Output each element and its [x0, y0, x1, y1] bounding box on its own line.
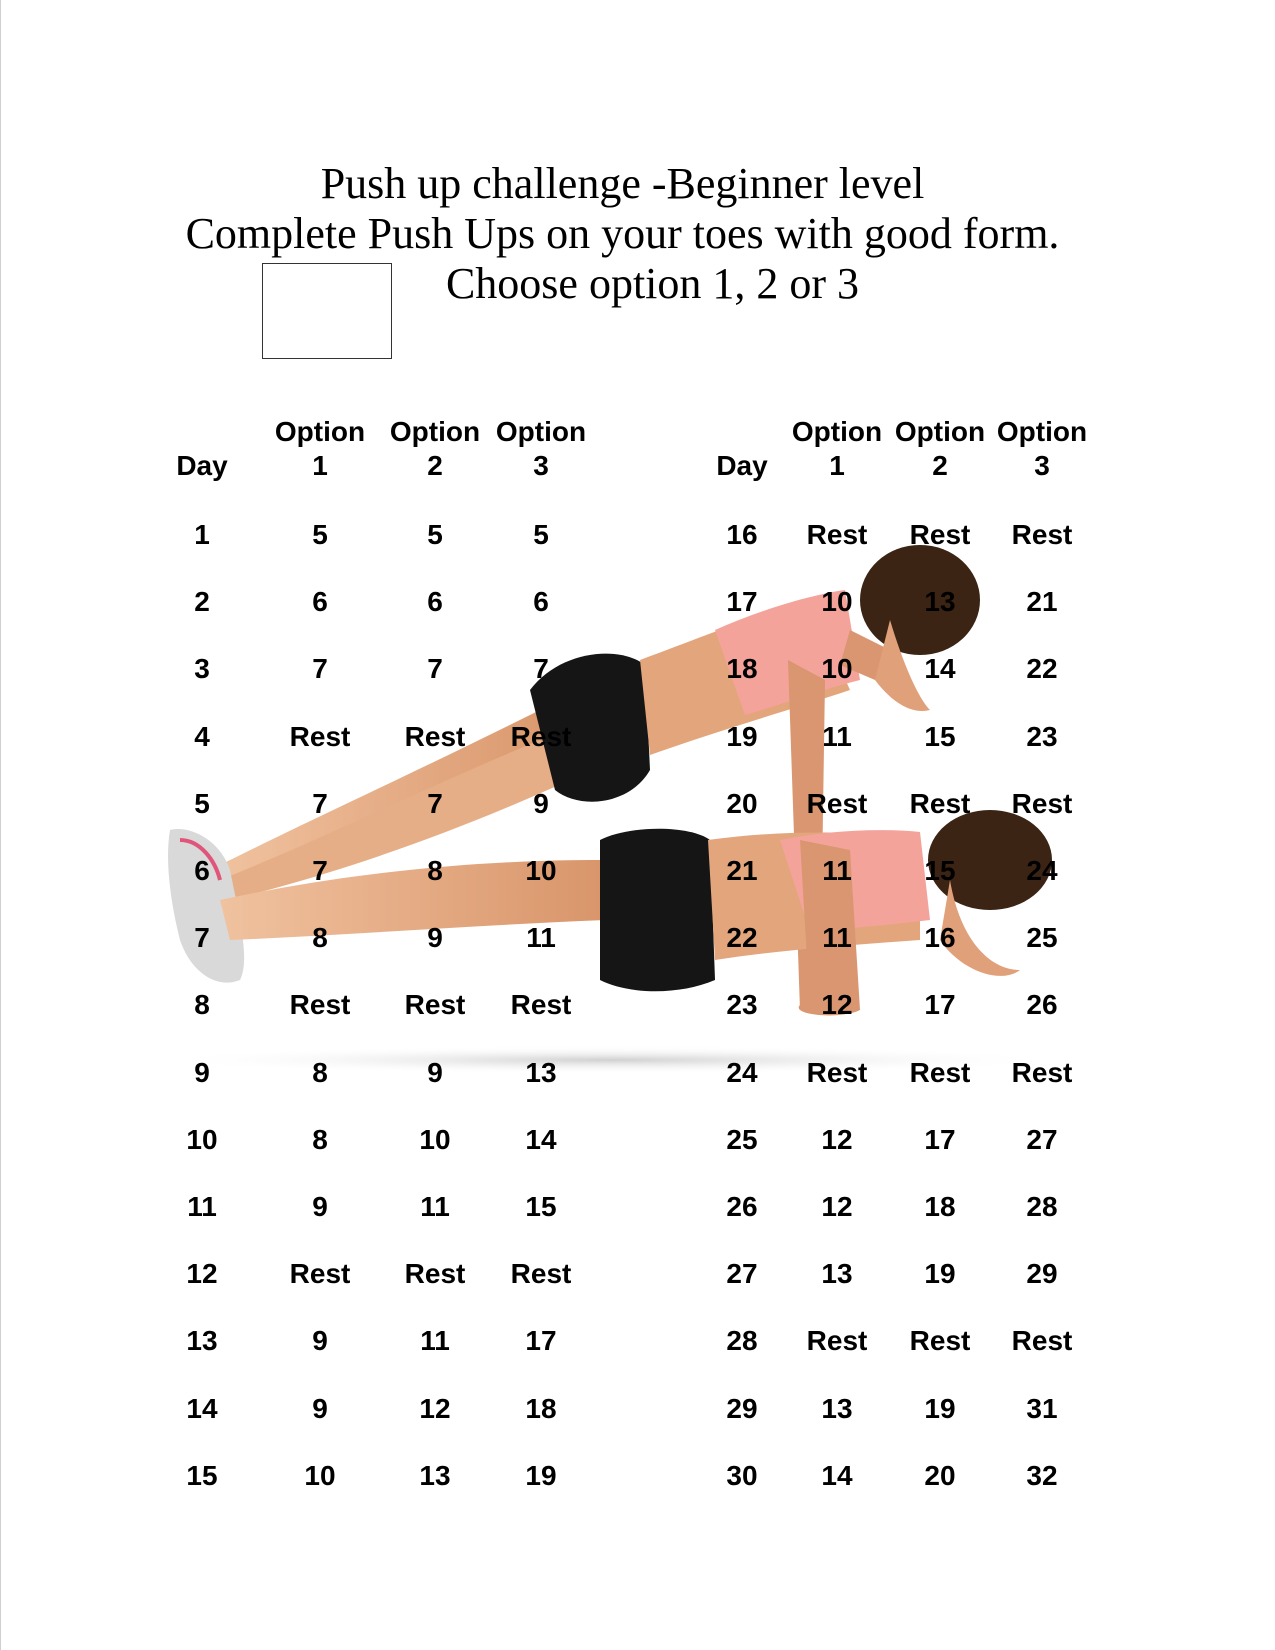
left-row-14-option-3: 18 — [525, 1392, 557, 1424]
left-row-5-option-2: 7 — [427, 787, 443, 819]
right-row-7-option-1: 11 — [822, 922, 852, 954]
left-row-1-option-1: 5 — [312, 519, 328, 550]
right-row-2-day: 17 — [726, 586, 758, 618]
right-row-12-option-1: 13 — [821, 1258, 853, 1290]
left-header-option-number-3: 3 — [533, 450, 549, 481]
left-header-option-2: Option — [389, 416, 481, 447]
left-row-13-option-3: 17 — [525, 1325, 557, 1357]
left-row-14-option-2: 12 — [419, 1392, 451, 1424]
left-row-6-option-1: 7 — [312, 855, 328, 886]
right-row-9-option-3: Rest — [1011, 1056, 1073, 1088]
left-row-2-option-2: 6 — [427, 586, 443, 618]
right-row-4-option-1: 11 — [822, 720, 852, 752]
right-row-7-day: 22 — [726, 922, 758, 954]
left-row-3-option-2: 7 — [427, 653, 443, 685]
left-row-10-option-2: 10 — [419, 1123, 451, 1155]
left-row-3-option-3: 7 — [533, 653, 549, 685]
left-row-2-option-1: 6 — [312, 586, 328, 618]
right-row-11-option-1: 12 — [821, 1191, 853, 1222]
right-row-11-day: 26 — [726, 1191, 758, 1222]
right-row-4-option-3: 23 — [1026, 720, 1058, 752]
right-header-option-3: Option — [996, 416, 1088, 447]
left-header-option-number-1: 1 — [312, 450, 328, 481]
right-row-10-option-3: 27 — [1026, 1123, 1058, 1155]
left-row-5-option-1: 7 — [312, 787, 328, 819]
left-row-4-option-1: Rest — [289, 720, 351, 752]
left-row-1-option-3: 5 — [533, 519, 549, 550]
right-row-5-option-3: Rest — [1011, 787, 1073, 819]
left-row-2-day: 2 — [194, 586, 210, 618]
right-row-7-option-3: 25 — [1026, 922, 1058, 954]
left-row-4-option-3: Rest — [510, 720, 572, 752]
left-row-11-option-3: 15 — [525, 1191, 557, 1222]
right-row-9-option-2: Rest — [909, 1056, 971, 1088]
left-row-7-option-3: 11 — [526, 922, 556, 954]
right-row-14-day: 29 — [726, 1392, 758, 1424]
left-header-option-number-2: 2 — [427, 450, 443, 481]
right-row-1-day: 16 — [726, 519, 758, 550]
left-row-10-option-1: 8 — [312, 1123, 328, 1155]
right-row-15-option-2: 20 — [924, 1459, 956, 1491]
left-row-13-option-1: 9 — [312, 1325, 328, 1357]
left-header-option-3: Option — [495, 416, 587, 447]
right-row-15-option-1: 14 — [821, 1459, 853, 1491]
left-row-11-option-2: 11 — [420, 1191, 450, 1222]
right-row-6-option-1: 11 — [822, 855, 852, 886]
left-row-11-day: 11 — [187, 1191, 217, 1222]
left-row-6-option-3: 10 — [525, 855, 557, 886]
right-header-option-number-2: 2 — [932, 450, 948, 481]
left-row-6-day: 6 — [194, 855, 210, 886]
left-row-13-option-2: 11 — [420, 1325, 450, 1357]
right-row-5-day: 20 — [726, 787, 758, 819]
right-row-13-option-2: Rest — [909, 1325, 971, 1357]
right-row-12-option-3: 29 — [1026, 1258, 1058, 1290]
right-row-9-option-1: Rest — [806, 1056, 868, 1088]
left-row-9-option-2: 9 — [427, 1056, 443, 1088]
left-row-15-option-2: 13 — [419, 1459, 451, 1491]
instruction-text: Choose option 1, 2 or 3 — [445, 259, 860, 308]
left-row-1-option-2: 5 — [427, 519, 443, 550]
right-row-13-option-3: Rest — [1011, 1325, 1073, 1357]
page-title: Push up challenge -Beginner level — [320, 159, 925, 208]
left-row-12-option-2: Rest — [404, 1258, 466, 1290]
left-row-7-day: 7 — [194, 922, 210, 954]
right-row-11-option-3: 28 — [1026, 1191, 1058, 1222]
left-header-option-1: Option — [274, 416, 366, 447]
left-row-9-option-3: 13 — [525, 1056, 557, 1088]
right-row-15-day: 30 — [726, 1459, 758, 1491]
right-row-8-option-3: 26 — [1026, 989, 1058, 1021]
right-row-14-option-1: 13 — [821, 1392, 853, 1424]
right-row-2-option-1: 10 — [821, 586, 853, 618]
left-row-8-option-1: Rest — [289, 989, 351, 1021]
left-row-8-option-2: Rest — [404, 989, 466, 1021]
right-header-option-number-3: 3 — [1034, 450, 1050, 481]
right-row-12-day: 27 — [726, 1258, 758, 1290]
left-row-6-option-2: 8 — [427, 855, 443, 886]
right-row-8-day: 23 — [726, 989, 758, 1021]
left-row-12-option-3: Rest — [510, 1258, 572, 1290]
right-row-4-option-2: 15 — [924, 720, 956, 752]
right-row-11-option-2: 18 — [924, 1191, 956, 1222]
left-row-5-day: 5 — [194, 787, 210, 819]
right-row-1-option-3: Rest — [1011, 519, 1073, 550]
right-row-1-option-2: Rest — [909, 519, 971, 550]
right-row-10-option-1: 12 — [821, 1123, 853, 1155]
right-row-7-option-2: 16 — [924, 922, 956, 954]
left-row-13-day: 13 — [186, 1325, 218, 1357]
left-row-15-option-1: 10 — [304, 1459, 336, 1491]
left-row-4-day: 4 — [194, 720, 210, 752]
right-row-5-option-2: Rest — [909, 787, 971, 819]
left-row-11-option-1: 9 — [312, 1191, 328, 1222]
left-row-8-day: 8 — [194, 989, 210, 1021]
right-row-3-option-3: 22 — [1026, 653, 1058, 685]
left-row-2-option-3: 6 — [533, 586, 549, 618]
right-row-13-option-1: Rest — [806, 1325, 868, 1357]
right-row-10-day: 25 — [726, 1123, 758, 1155]
right-row-10-option-2: 17 — [924, 1123, 956, 1155]
left-row-14-option-1: 9 — [312, 1392, 328, 1424]
left-row-15-day: 15 — [186, 1459, 218, 1491]
right-header-option-1: Option — [791, 416, 883, 447]
right-row-6-day: 21 — [726, 855, 758, 886]
right-row-14-option-2: 19 — [924, 1392, 956, 1424]
right-row-4-day: 19 — [726, 720, 758, 752]
right-row-8-option-2: 17 — [924, 989, 956, 1021]
right-row-14-option-3: 31 — [1026, 1392, 1058, 1424]
left-row-1-day: 1 — [194, 519, 210, 550]
left-row-10-option-3: 14 — [525, 1123, 557, 1155]
left-row-12-option-1: Rest — [289, 1258, 351, 1290]
right-header-option-2: Option — [894, 416, 986, 447]
left-row-7-option-2: 9 — [427, 922, 443, 954]
left-row-3-option-1: 7 — [312, 653, 328, 685]
right-row-2-option-2: 13 — [924, 586, 956, 618]
right-header-option-number-1: 1 — [829, 450, 845, 481]
left-row-5-option-3: 9 — [533, 787, 549, 819]
right-row-3-option-2: 14 — [924, 653, 956, 685]
right-header-day: Day — [716, 450, 768, 481]
left-row-14-day: 14 — [186, 1392, 218, 1424]
right-row-3-option-1: 10 — [821, 653, 853, 685]
left-row-15-option-3: 19 — [525, 1459, 557, 1491]
page-subtitle: Complete Push Ups on your toes with good form. — [185, 209, 1060, 258]
left-header-day: Day — [176, 450, 228, 481]
right-row-2-option-3: 21 — [1026, 586, 1058, 618]
left-row-3-day: 3 — [194, 653, 210, 685]
right-row-5-option-1: Rest — [806, 787, 868, 819]
left-row-9-day: 9 — [194, 1056, 210, 1088]
left-row-9-option-1: 8 — [312, 1056, 328, 1088]
right-row-1-option-1: Rest — [806, 519, 868, 550]
right-row-6-option-3: 24 — [1026, 855, 1058, 886]
right-row-9-day: 24 — [726, 1056, 758, 1088]
right-row-3-day: 18 — [726, 653, 758, 685]
left-row-4-option-2: Rest — [404, 720, 466, 752]
right-row-6-option-2: 15 — [924, 855, 956, 886]
right-row-8-option-1: 12 — [821, 989, 853, 1021]
right-row-12-option-2: 19 — [924, 1258, 956, 1290]
left-row-12-day: 12 — [186, 1258, 218, 1290]
left-row-8-option-3: Rest — [510, 989, 572, 1021]
left-row-7-option-1: 8 — [312, 922, 328, 954]
left-row-10-day: 10 — [186, 1123, 218, 1155]
right-row-13-day: 28 — [726, 1325, 758, 1357]
right-row-15-option-3: 32 — [1026, 1459, 1058, 1491]
